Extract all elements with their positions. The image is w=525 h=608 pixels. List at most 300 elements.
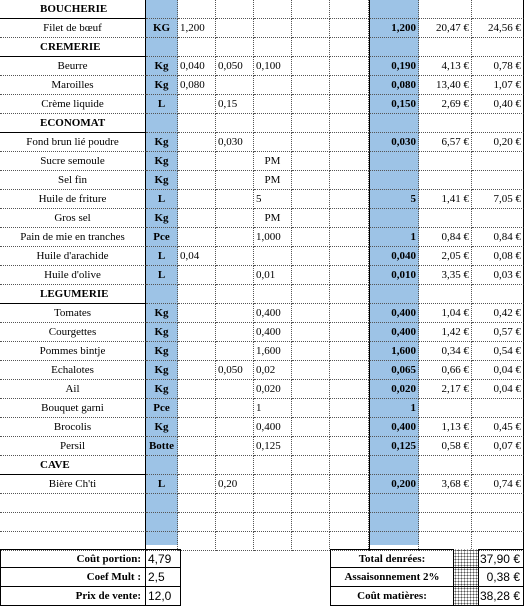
- qty-4-cell[interactable]: [292, 266, 330, 285]
- section-title[interactable]: LEGUMERIE: [0, 285, 146, 304]
- total-row: [330, 549, 525, 568]
- qty-2-cell[interactable]: [216, 532, 254, 551]
- line-cost-cell[interactable]: 0,07 €: [472, 437, 524, 456]
- line-cost-cell[interactable]: 0,54 €: [472, 342, 524, 361]
- unit-price-cell[interactable]: 3,35 €: [419, 266, 472, 285]
- unit-price-cell[interactable]: [419, 114, 472, 133]
- qty-4-cell[interactable]: [292, 494, 330, 513]
- unit-cell[interactable]: KG: [146, 19, 178, 38]
- qty-5-cell[interactable]: [330, 475, 369, 494]
- total-qty-cell[interactable]: 0,020: [369, 380, 419, 399]
- qty-3-cell[interactable]: [254, 76, 292, 95]
- unit-price-cell[interactable]: [419, 152, 472, 171]
- qty-2-cell[interactable]: 0,050: [216, 361, 254, 380]
- unit-price-cell[interactable]: [419, 285, 472, 304]
- summary-value[interactable]: 4,79: [146, 549, 181, 568]
- qty-5-cell[interactable]: [330, 190, 369, 209]
- qty-5-cell[interactable]: [330, 513, 369, 532]
- ingredient-name-cell[interactable]: Crème liquide: [0, 95, 146, 114]
- qty-3-cell[interactable]: PM: [254, 209, 292, 228]
- total-qty-cell[interactable]: 5: [369, 190, 419, 209]
- unit-price-cell[interactable]: 0,58 €: [419, 437, 472, 456]
- line-cost-cell[interactable]: [472, 114, 524, 133]
- unit-price-cell[interactable]: 1,13 €: [419, 418, 472, 437]
- qty-1-cell[interactable]: [178, 304, 216, 323]
- qty-4-cell[interactable]: [292, 399, 330, 418]
- qty-2-cell[interactable]: [216, 0, 254, 19]
- table-row: [0, 19, 525, 38]
- line-cost-cell[interactable]: [472, 38, 524, 57]
- qty-3-cell[interactable]: [254, 247, 292, 266]
- line-cost-cell[interactable]: 0,84 €: [472, 228, 524, 247]
- total-qty-cell[interactable]: [369, 513, 419, 532]
- qty-1-cell[interactable]: [178, 361, 216, 380]
- qty-2-cell[interactable]: [216, 494, 254, 513]
- unit-cell[interactable]: Kg: [146, 76, 178, 95]
- qty-5-cell[interactable]: [330, 38, 369, 57]
- qty-2-cell[interactable]: [216, 342, 254, 361]
- qty-4-cell[interactable]: [292, 57, 330, 76]
- total-qty-cell[interactable]: 0,030: [369, 133, 419, 152]
- qty-2-cell[interactable]: [216, 228, 254, 247]
- total-qty-cell[interactable]: [369, 38, 419, 57]
- unit-cell[interactable]: Kg: [146, 133, 178, 152]
- qty-3-cell[interactable]: [254, 532, 292, 551]
- ingredient-name-cell[interactable]: Fond brun lié poudre: [0, 133, 146, 152]
- qty-2-cell[interactable]: [216, 418, 254, 437]
- qty-5-cell[interactable]: [330, 133, 369, 152]
- ingredient-name-cell[interactable]: Sucre semoule: [0, 152, 146, 171]
- qty-5-cell[interactable]: [330, 0, 369, 19]
- total-qty-cell[interactable]: [369, 456, 419, 475]
- qty-5-cell[interactable]: [330, 19, 369, 38]
- qty-5-cell[interactable]: [330, 228, 369, 247]
- qty-1-cell[interactable]: [178, 513, 216, 532]
- qty-2-cell[interactable]: 0,15: [216, 95, 254, 114]
- unit-price-cell[interactable]: 1,41 €: [419, 190, 472, 209]
- qty-3-cell[interactable]: PM: [254, 152, 292, 171]
- total-qty-cell[interactable]: 0,125: [369, 437, 419, 456]
- unit-cell[interactable]: Pce: [146, 399, 178, 418]
- qty-4-cell[interactable]: [292, 19, 330, 38]
- section-title[interactable]: CAVE: [0, 456, 146, 475]
- qty-2-cell[interactable]: [216, 437, 254, 456]
- qty-4-cell[interactable]: [292, 532, 330, 551]
- ingredient-name-cell[interactable]: [0, 494, 146, 513]
- table-row: [0, 57, 525, 76]
- ingredient-name-cell[interactable]: Filet de bœuf: [0, 19, 146, 38]
- total-qty-cell[interactable]: 0,400: [369, 323, 419, 342]
- qty-3-cell[interactable]: [254, 0, 292, 19]
- unit-price-cell[interactable]: [419, 0, 472, 19]
- qty-1-cell[interactable]: [178, 133, 216, 152]
- total-qty-cell[interactable]: [369, 171, 419, 190]
- qty-3-cell[interactable]: 0,020: [254, 380, 292, 399]
- line-cost-cell[interactable]: [472, 494, 524, 513]
- qty-4-cell[interactable]: [292, 0, 330, 19]
- qty-2-cell[interactable]: [216, 266, 254, 285]
- qty-4-cell[interactable]: [292, 38, 330, 57]
- qty-3-cell[interactable]: 1,000: [254, 228, 292, 247]
- qty-5-cell[interactable]: [330, 76, 369, 95]
- unit-price-cell[interactable]: 13,40 €: [419, 76, 472, 95]
- total-qty-cell[interactable]: [369, 0, 419, 19]
- line-cost-cell[interactable]: [472, 171, 524, 190]
- qty-1-cell[interactable]: [178, 285, 216, 304]
- qty-1-cell[interactable]: 0,04: [178, 247, 216, 266]
- qty-2-cell[interactable]: 0,050: [216, 57, 254, 76]
- qty-3-cell[interactable]: [254, 456, 292, 475]
- section-title[interactable]: ECONOMAT: [0, 114, 146, 133]
- unit-cell[interactable]: L: [146, 95, 178, 114]
- unit-price-cell[interactable]: 0,84 €: [419, 228, 472, 247]
- line-cost-cell[interactable]: 0,04 €: [472, 380, 524, 399]
- qty-5-cell[interactable]: [330, 114, 369, 133]
- total-qty-cell[interactable]: 0,010: [369, 266, 419, 285]
- portion-summary: [0, 549, 181, 606]
- summary-value[interactable]: 2,5: [146, 568, 181, 587]
- qty-5-cell[interactable]: [330, 266, 369, 285]
- qty-2-cell[interactable]: [216, 76, 254, 95]
- qty-5-cell[interactable]: [330, 437, 369, 456]
- qty-1-cell[interactable]: 0,040: [178, 57, 216, 76]
- qty-4-cell[interactable]: [292, 76, 330, 95]
- ingredient-name-cell[interactable]: Huile d'olive: [0, 266, 146, 285]
- qty-5-cell[interactable]: [330, 171, 369, 190]
- unit-price-cell[interactable]: 20,47 €: [419, 19, 472, 38]
- line-cost-cell[interactable]: [472, 0, 524, 19]
- unit-price-cell[interactable]: [419, 456, 472, 475]
- ingredient-name-cell[interactable]: Persil: [0, 437, 146, 456]
- qty-1-cell[interactable]: [178, 418, 216, 437]
- line-cost-cell[interactable]: 1,07 €: [472, 76, 524, 95]
- qty-4-cell[interactable]: [292, 171, 330, 190]
- qty-3-cell[interactable]: 0,400: [254, 418, 292, 437]
- ingredient-name-cell[interactable]: Beurre: [0, 57, 146, 76]
- qty-1-cell[interactable]: [178, 38, 216, 57]
- qty-4-cell[interactable]: [292, 228, 330, 247]
- qty-2-cell[interactable]: [216, 323, 254, 342]
- qty-2-cell[interactable]: [216, 171, 254, 190]
- total-value[interactable]: 0,38 €: [478, 568, 524, 587]
- ingredient-name-cell[interactable]: Pain de mie en tranches: [0, 228, 146, 247]
- line-cost-cell[interactable]: 7,05 €: [472, 190, 524, 209]
- qty-5-cell[interactable]: [330, 399, 369, 418]
- unit-cell[interactable]: Kg: [146, 361, 178, 380]
- qty-1-cell[interactable]: 0,080: [178, 76, 216, 95]
- qty-5-cell[interactable]: [330, 57, 369, 76]
- unit-cell[interactable]: [146, 513, 178, 532]
- qty-1-cell[interactable]: [178, 171, 216, 190]
- qty-5-cell[interactable]: [330, 285, 369, 304]
- qty-1-cell[interactable]: [178, 342, 216, 361]
- qty-4-cell[interactable]: [292, 342, 330, 361]
- unit-cell[interactable]: L: [146, 247, 178, 266]
- qty-5-cell[interactable]: [330, 380, 369, 399]
- unit-cell[interactable]: L: [146, 266, 178, 285]
- line-cost-cell[interactable]: 0,45 €: [472, 418, 524, 437]
- qty-4-cell[interactable]: [292, 133, 330, 152]
- unit-price-cell[interactable]: 6,57 €: [419, 133, 472, 152]
- line-cost-cell[interactable]: 0,57 €: [472, 323, 524, 342]
- qty-3-cell[interactable]: 1: [254, 399, 292, 418]
- total-qty-cell[interactable]: [369, 494, 419, 513]
- ingredient-name-cell[interactable]: Sel fin: [0, 171, 146, 190]
- line-cost-cell[interactable]: 0,04 €: [472, 361, 524, 380]
- total-qty-cell[interactable]: 0,200: [369, 475, 419, 494]
- qty-4-cell[interactable]: [292, 114, 330, 133]
- ingredient-name-cell[interactable]: Gros sel: [0, 209, 146, 228]
- qty-5-cell[interactable]: [330, 247, 369, 266]
- qty-4-cell[interactable]: [292, 456, 330, 475]
- ingredient-name-cell[interactable]: Bouquet garni: [0, 399, 146, 418]
- ingredient-name-cell[interactable]: Huile de friture: [0, 190, 146, 209]
- ingredient-name-cell[interactable]: Ail: [0, 380, 146, 399]
- line-cost-cell[interactable]: [472, 513, 524, 532]
- unit-price-cell[interactable]: 2,69 €: [419, 95, 472, 114]
- qty-1-cell[interactable]: [178, 380, 216, 399]
- unit-price-cell[interactable]: 2,05 €: [419, 247, 472, 266]
- qty-2-cell[interactable]: [216, 190, 254, 209]
- line-cost-cell[interactable]: [472, 152, 524, 171]
- qty-5-cell[interactable]: [330, 342, 369, 361]
- qty-3-cell[interactable]: [254, 475, 292, 494]
- qty-3-cell[interactable]: [254, 95, 292, 114]
- ingredient-name-cell[interactable]: Huile d'arachide: [0, 247, 146, 266]
- unit-cell[interactable]: [146, 285, 178, 304]
- line-cost-cell[interactable]: [472, 399, 524, 418]
- qty-2-cell[interactable]: [216, 456, 254, 475]
- section-title[interactable]: CREMERIE: [0, 38, 146, 57]
- qty-4-cell[interactable]: [292, 209, 330, 228]
- ingredient-name-cell[interactable]: Pommes bintje: [0, 342, 146, 361]
- total-qty-cell[interactable]: 0,400: [369, 304, 419, 323]
- qty-4-cell[interactable]: [292, 152, 330, 171]
- ingredient-name-cell[interactable]: Tomates: [0, 304, 146, 323]
- qty-3-cell[interactable]: 0,400: [254, 304, 292, 323]
- summary-value[interactable]: 12,0: [146, 587, 181, 606]
- total-qty-cell[interactable]: 0,150: [369, 95, 419, 114]
- hatch-pattern: [454, 549, 478, 568]
- section-title[interactable]: BOUCHERIE: [0, 0, 146, 19]
- total-qty-cell[interactable]: 1,200: [369, 19, 419, 38]
- unit-price-cell[interactable]: [419, 399, 472, 418]
- ingredient-name-cell[interactable]: [0, 513, 146, 532]
- total-qty-cell[interactable]: [369, 152, 419, 171]
- qty-1-cell[interactable]: [178, 475, 216, 494]
- qty-4-cell[interactable]: [292, 380, 330, 399]
- qty-3-cell[interactable]: [254, 513, 292, 532]
- unit-price-cell[interactable]: 0,66 €: [419, 361, 472, 380]
- line-cost-cell[interactable]: 0,20 €: [472, 133, 524, 152]
- line-cost-cell[interactable]: 24,56 €: [472, 19, 524, 38]
- table-row: [0, 266, 525, 285]
- ingredient-name-cell[interactable]: Courgettes: [0, 323, 146, 342]
- unit-cell[interactable]: Botte: [146, 437, 178, 456]
- qty-4-cell[interactable]: [292, 513, 330, 532]
- qty-5-cell[interactable]: [330, 418, 369, 437]
- qty-3-cell[interactable]: [254, 285, 292, 304]
- qty-4-cell[interactable]: [292, 361, 330, 380]
- qty-4-cell[interactable]: [292, 418, 330, 437]
- qty-3-cell[interactable]: [254, 19, 292, 38]
- unit-cell[interactable]: [146, 114, 178, 133]
- qty-3-cell[interactable]: 0,400: [254, 323, 292, 342]
- total-qty-cell[interactable]: 0,190: [369, 57, 419, 76]
- unit-cell[interactable]: Kg: [146, 304, 178, 323]
- qty-4-cell[interactable]: [292, 285, 330, 304]
- qty-1-cell[interactable]: [178, 532, 216, 551]
- qty-3-cell[interactable]: [254, 114, 292, 133]
- qty-1-cell[interactable]: [178, 114, 216, 133]
- total-qty-cell[interactable]: 0,040: [369, 247, 419, 266]
- qty-3-cell[interactable]: [254, 494, 292, 513]
- qty-2-cell[interactable]: [216, 152, 254, 171]
- unit-price-cell[interactable]: [419, 171, 472, 190]
- qty-2-cell[interactable]: [216, 513, 254, 532]
- line-cost-cell[interactable]: 0,78 €: [472, 57, 524, 76]
- qty-3-cell[interactable]: 0,02: [254, 361, 292, 380]
- line-cost-cell[interactable]: 0,42 €: [472, 304, 524, 323]
- qty-4-cell[interactable]: [292, 323, 330, 342]
- qty-4-cell[interactable]: [292, 95, 330, 114]
- line-cost-cell[interactable]: [472, 209, 524, 228]
- unit-cell[interactable]: [146, 456, 178, 475]
- qty-3-cell[interactable]: 0,01: [254, 266, 292, 285]
- total-qty-cell[interactable]: 1: [369, 228, 419, 247]
- line-cost-cell[interactable]: 0,74 €: [472, 475, 524, 494]
- qty-2-cell[interactable]: [216, 38, 254, 57]
- qty-3-cell[interactable]: 1,600: [254, 342, 292, 361]
- qty-4-cell[interactable]: [292, 247, 330, 266]
- unit-price-cell[interactable]: 3,68 €: [419, 475, 472, 494]
- qty-1-cell[interactable]: [178, 190, 216, 209]
- unit-price-cell[interactable]: 1,42 €: [419, 323, 472, 342]
- qty-1-cell[interactable]: [178, 0, 216, 19]
- qty-2-cell[interactable]: [216, 399, 254, 418]
- qty-5-cell[interactable]: [330, 323, 369, 342]
- unit-price-cell[interactable]: [419, 209, 472, 228]
- qty-1-cell[interactable]: [178, 95, 216, 114]
- unit-cell[interactable]: Pce: [146, 228, 178, 247]
- ingredient-name-cell[interactable]: Echalotes: [0, 361, 146, 380]
- total-qty-cell[interactable]: 1,600: [369, 342, 419, 361]
- total-qty-cell[interactable]: 0,065: [369, 361, 419, 380]
- total-value[interactable]: 37,90 €: [478, 549, 524, 568]
- unit-cell[interactable]: [146, 494, 178, 513]
- qty-1-cell[interactable]: [178, 228, 216, 247]
- qty-2-cell[interactable]: 0,030: [216, 133, 254, 152]
- unit-cell[interactable]: Kg: [146, 418, 178, 437]
- qty-4-cell[interactable]: [292, 475, 330, 494]
- qty-1-cell[interactable]: 1,200: [178, 19, 216, 38]
- ingredient-name-cell[interactable]: Brocolis: [0, 418, 146, 437]
- unit-cell[interactable]: L: [146, 190, 178, 209]
- qty-2-cell[interactable]: [216, 304, 254, 323]
- qty-5-cell[interactable]: [330, 209, 369, 228]
- qty-5-cell[interactable]: [330, 494, 369, 513]
- qty-3-cell[interactable]: 0,100: [254, 57, 292, 76]
- total-qty-cell[interactable]: 0,400: [369, 418, 419, 437]
- unit-cell[interactable]: Kg: [146, 380, 178, 399]
- qty-2-cell[interactable]: [216, 380, 254, 399]
- line-cost-cell[interactable]: 0,08 €: [472, 247, 524, 266]
- unit-cell[interactable]: [146, 0, 178, 19]
- qty-3-cell[interactable]: [254, 133, 292, 152]
- qty-5-cell[interactable]: [330, 95, 369, 114]
- qty-5-cell[interactable]: [330, 361, 369, 380]
- qty-3-cell[interactable]: 0,125: [254, 437, 292, 456]
- qty-5-cell[interactable]: [330, 152, 369, 171]
- unit-price-cell[interactable]: [419, 494, 472, 513]
- unit-cell[interactable]: Kg: [146, 152, 178, 171]
- qty-2-cell[interactable]: [216, 209, 254, 228]
- qty-5-cell[interactable]: [330, 456, 369, 475]
- qty-4-cell[interactable]: [292, 190, 330, 209]
- unit-price-cell[interactable]: [419, 513, 472, 532]
- qty-1-cell[interactable]: [178, 209, 216, 228]
- unit-price-cell[interactable]: 4,13 €: [419, 57, 472, 76]
- qty-2-cell[interactable]: [216, 19, 254, 38]
- qty-1-cell[interactable]: [178, 399, 216, 418]
- qty-2-cell[interactable]: [216, 114, 254, 133]
- summary-row: [0, 568, 181, 587]
- total-qty-cell[interactable]: [369, 209, 419, 228]
- line-cost-cell[interactable]: [472, 285, 524, 304]
- qty-1-cell[interactable]: [178, 152, 216, 171]
- total-qty-cell[interactable]: [369, 285, 419, 304]
- unit-cell[interactable]: Kg: [146, 57, 178, 76]
- qty-4-cell[interactable]: [292, 304, 330, 323]
- unit-cell[interactable]: [146, 38, 178, 57]
- table-row: [0, 475, 525, 494]
- unit-price-cell[interactable]: 0,34 €: [419, 342, 472, 361]
- qty-2-cell[interactable]: 0,20: [216, 475, 254, 494]
- qty-2-cell[interactable]: [216, 247, 254, 266]
- qty-4-cell[interactable]: [292, 437, 330, 456]
- total-qty-cell[interactable]: 0,080: [369, 76, 419, 95]
- qty-3-cell[interactable]: 5: [254, 190, 292, 209]
- qty-1-cell[interactable]: [178, 323, 216, 342]
- qty-3-cell[interactable]: [254, 38, 292, 57]
- unit-cell[interactable]: Kg: [146, 171, 178, 190]
- line-cost-cell[interactable]: 0,03 €: [472, 266, 524, 285]
- qty-1-cell[interactable]: [178, 456, 216, 475]
- qty-2-cell[interactable]: [216, 285, 254, 304]
- unit-cell[interactable]: Kg: [146, 323, 178, 342]
- qty-1-cell[interactable]: [178, 494, 216, 513]
- total-qty-cell[interactable]: [369, 114, 419, 133]
- ingredient-name-cell[interactable]: Bière Ch'ti: [0, 475, 146, 494]
- unit-price-cell[interactable]: 2,17 €: [419, 380, 472, 399]
- unit-cell[interactable]: Kg: [146, 342, 178, 361]
- total-row: [330, 568, 525, 587]
- line-cost-cell[interactable]: 0,40 €: [472, 95, 524, 114]
- table-row: [0, 209, 525, 228]
- qty-3-cell[interactable]: PM: [254, 171, 292, 190]
- unit-price-cell[interactable]: 1,04 €: [419, 304, 472, 323]
- qty-1-cell[interactable]: [178, 437, 216, 456]
- qty-5-cell[interactable]: [330, 304, 369, 323]
- unit-cell[interactable]: L: [146, 475, 178, 494]
- unit-price-cell[interactable]: [419, 38, 472, 57]
- line-cost-cell[interactable]: [472, 456, 524, 475]
- total-value[interactable]: 38,28 €: [478, 587, 524, 606]
- qty-1-cell[interactable]: [178, 266, 216, 285]
- unit-cell[interactable]: Kg: [146, 209, 178, 228]
- total-qty-cell[interactable]: 1: [369, 399, 419, 418]
- ingredient-name-cell[interactable]: Maroilles: [0, 76, 146, 95]
